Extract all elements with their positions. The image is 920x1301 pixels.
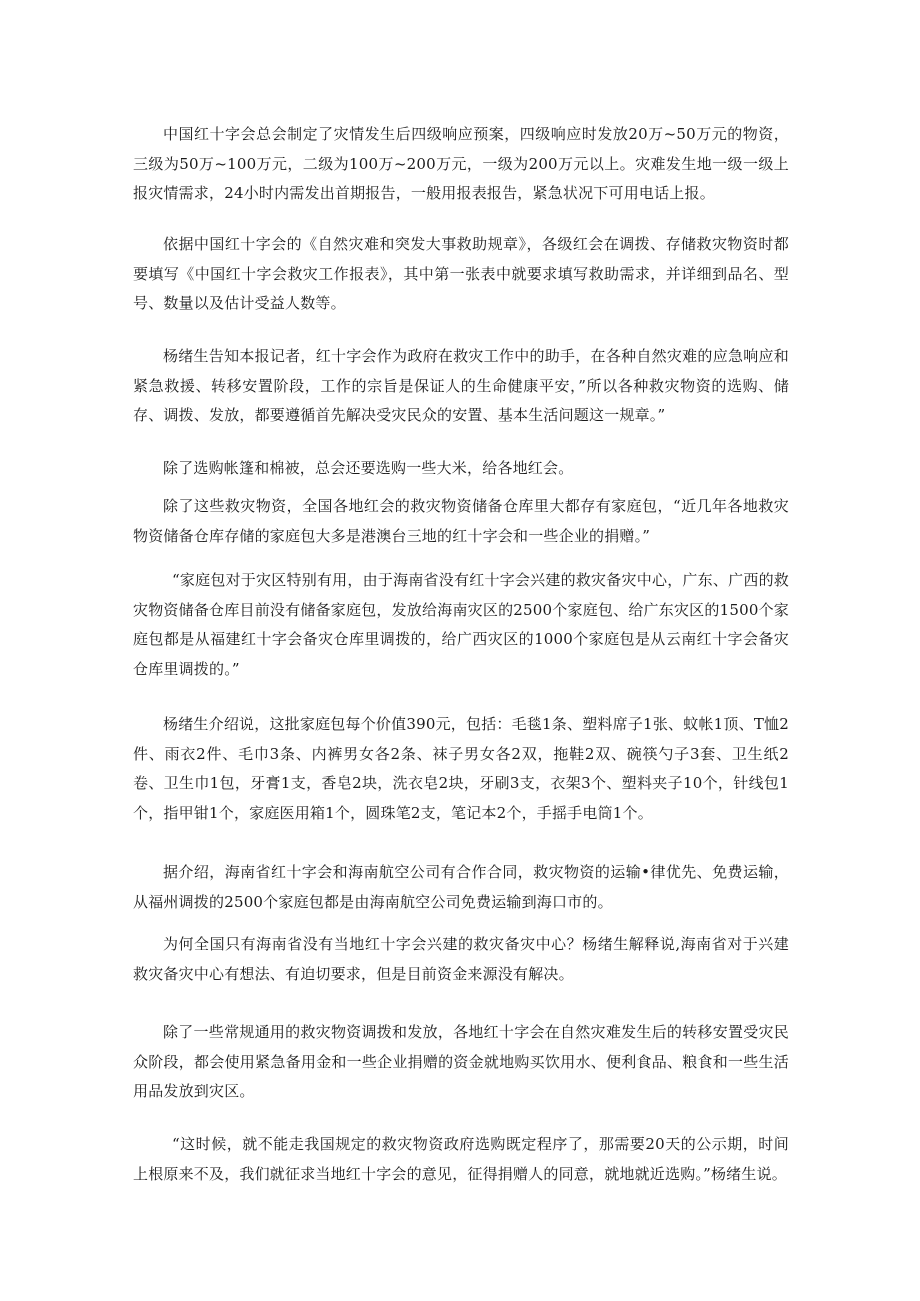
paragraph-local-purchase: 除了一些常规通用的救灾物资调拨和发放，各地红十字会在自然灾难发生后的转移安置受灾民众阶段，都会使用紧急备用金和一些企业捐赠的资金就地购买饮用水、便利食品、粮食和一些生活用品发放到灾区。 <box>133 1023 789 1100</box>
paragraph-pack-contents: 杨绪生介绍说，这批家庭包每个价值390元，包括：毛毯1条、塑料席子1张、蚊帐1顶、T恤2件、雨衣2件、毛巾3条、内裤男女各2条、袜子男女各2双，拖鞋2双、碗筷勺子3套、卫生纸2卷、卫生巾1包，牙膏1支，香皂2块，洗衣皂2块，牙刷3支，衣架3个、塑料夹子10个，针线包1个，指甲钳1个，家庭医用箱1个，圆珠笔2支，笔记本2个，手摇手电筒1个。 <box>133 715 789 822</box>
paragraph-airline-transport: 据介绍，海南省红十字会和海南航空公司有合作合同，救灾物资的运输•律优先、免费运输，从福州调拨的2500个家庭包都是由海南航空公司免费运输到海口市的。 <box>133 863 789 911</box>
paragraph-rice-purchase: 除了选购帐篷和棉被，总会还要选购一些大米，给各地红会。 <box>163 459 574 477</box>
paragraph-yang-statement: 杨绪生告知本报记者，红十字会作为政府在救灾工作中的助手，在各种自然灾难的应急响应和紧急救援、转移安置阶段，工作的宗旨是保证人的生命健康平安，”所以各种救灾物资的选购、储存、调拨、发放，都要遵循首先解决受灾民众的安置、基本生活问题这一规章。” <box>133 347 789 424</box>
paragraph-rescue-rules: 依据中国红十字会的《自然灾难和突发大事救助规章》，各级红会在调拨、存储救灾物资时都要填写《中国红十字会救灾工作报表》，其中第一张表中就要求填写救助需求，并详细到品名、型号、数量以及估计受益人数等。 <box>133 235 789 312</box>
paragraph-family-packs: 除了这些救灾物资，全国各地红会的救灾物资储备仓库里大都存有家庭包，“近几年各地救灾物资储备仓库存储的家庭包大多是港澳台三地的红十字会和一些企业的捐赠。” <box>133 497 789 545</box>
paragraph-response-plan: 中国红十字会总会制定了灾情发生后四级响应预案，四级响应时发放20万~50万元的物资，三级为50万~100万元，二级为100万~200万元，一级为200万元以上。灾难发生地一级一级上报灾情需求，24小时内需发出首期报告，一般用报表报告，紧急状况下可用电话上报。 <box>133 125 789 202</box>
paragraph-closing-quote: “这时候，就不能走我国规定的救灾物资政府选购既定程序了，那需要20天的公示期，时间上根原来不及，我们就征求当地红十字会的意见，征得捐赠人的同意，就地就近选购。”杨绪生说。 <box>133 1135 789 1183</box>
paragraph-why-hainan: 为何全国只有海南省没有当地红十字会兴建的救灾备灾中心？杨绪生解释说,海南省对于兴建救灾备灾中心有想法、有迫切要求，但是目前资金来源没有解决。 <box>133 935 789 983</box>
paragraph-hainan-quote: “家庭包对于灾区特别有用，由于海南省没有红十字会兴建的救灾备灾中心，广东、广西的救灾物资储备仓库目前没有储备家庭包，发放给海南灾区的2500个家庭包、给广东灾区的1500个家庭包都是从福建红十字会备灾仓库里调拨的，给广西灾区的1000个家庭包是从云南红十字会备灾仓库里调拨的。” <box>133 571 789 678</box>
